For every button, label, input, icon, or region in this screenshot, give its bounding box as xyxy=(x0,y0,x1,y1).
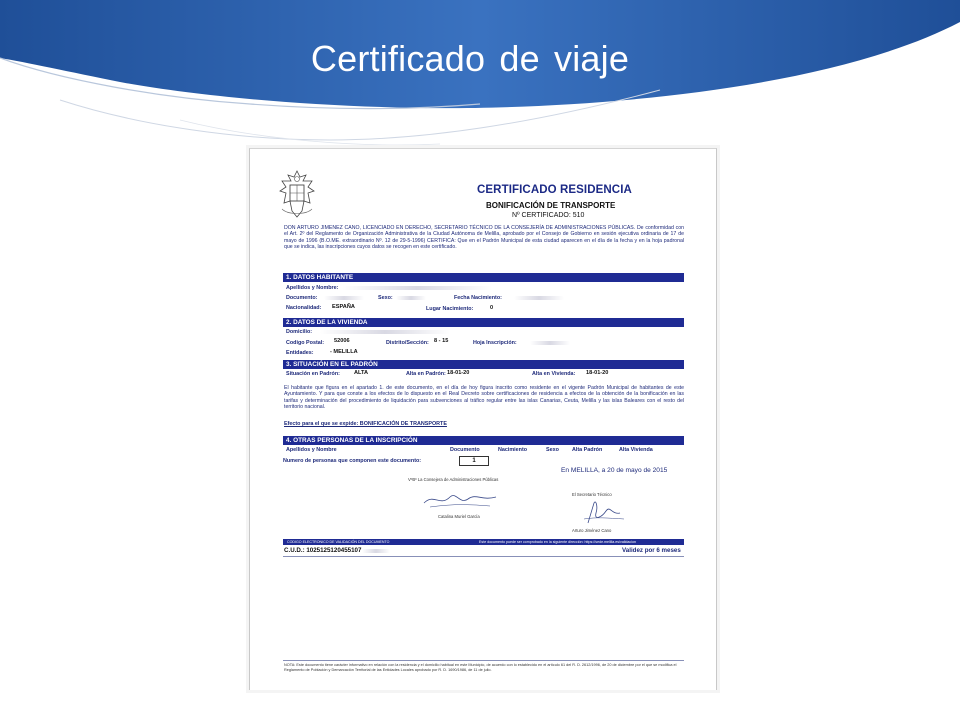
alta-vivienda-label: Alta en Vivienda: xyxy=(532,371,576,377)
situacion-label: Situación en Padrón: xyxy=(286,371,340,377)
fecha-nacimiento-label: Fecha Nacimiento: xyxy=(454,295,502,301)
column-apellidos: Apellidos y Nombre xyxy=(286,447,337,453)
sexo-label: Sexo: xyxy=(378,295,393,301)
certificate-document xyxy=(249,148,717,690)
column-alta-vivienda: Alta Vivienda xyxy=(619,447,653,453)
situacion-value: ALTA xyxy=(354,370,369,376)
validation-bar xyxy=(283,539,684,545)
certificate-number: Nº CERTIFICADO: 510 xyxy=(512,212,585,219)
title-banner xyxy=(0,0,960,160)
alta-padron-value: 18-01-20 xyxy=(447,370,470,376)
section-1-heading: 1. DATOS HABITANTE xyxy=(283,273,684,282)
redacted-birthdate xyxy=(514,296,564,300)
certificate-title: CERTIFICADO RESIDENCIA xyxy=(477,184,632,196)
intro-paragraph: DON ARTURO JIMENEZ CANO, LICENCIADO EN DERECHO, SECRETARIO TÉCNICO DE LA CONSEJERÍA DE ADMINISTRACIONES PÚBLICAS. De conformidad con el Art. 2º del Reglamento de Organización Administrativa de la Ciudad Autónoma de Melilla, aprobado por el Consejo de Gobierno en sesión ejecutiva ordinaria de 17 de mayo de 1996 (B.O.ME. extraordinario Nº. 12 de 29-5-1996) CERTIFICA: Que en el Padrón Municipal de esta ciudad aparecen en el día de la fecha y en la hoja padronal que se indica, las inscripciones cuyos datos se recogen en este certificado. xyxy=(284,225,684,251)
left-signature-icon xyxy=(420,487,500,511)
entidades-value: - MELILLA xyxy=(330,349,358,355)
distrito-value: 8 - 15 xyxy=(434,338,449,344)
section-3-heading: 3. SITUACIÓN EN EL PADRÓN xyxy=(283,360,684,369)
section-4-heading: 4. OTRAS PERSONAS DE LA INSCRIPCIÓN xyxy=(283,436,684,445)
redacted-document xyxy=(324,296,364,300)
right-signatory-title: El Secretario Técnico xyxy=(572,492,612,497)
coat-of-arms-icon xyxy=(276,169,318,221)
validation-divider xyxy=(283,556,684,557)
column-sexo: Sexo xyxy=(546,447,559,453)
redacted-sex xyxy=(396,296,426,300)
validation-left-text: CODIGO ELECTRONICO DE VALIDACIÓN DEL DOCUMENTO xyxy=(287,540,390,544)
lugar-nacimiento-value: 0 xyxy=(490,305,494,311)
apellidos-label: Apellidos y Nombre: xyxy=(286,285,339,291)
note-divider xyxy=(283,660,684,661)
column-nacimiento: Nacimiento xyxy=(498,447,528,453)
hoja-inscripcion-label: Hoja Inscripción: xyxy=(473,340,517,346)
left-signatory-name: Catalina Muriel García xyxy=(438,514,480,519)
documento-label: Documento: xyxy=(286,295,318,301)
cud-code: C.U.D.: 1025125120455107 xyxy=(284,547,362,554)
certification-paragraph: El habitante que figura en el apartado 1. de este documento, en el día de hoy figura inscrito como residente en el vigente Padrón Municipal de habitantes de este Ayuntamiento. Y para que conste a los efectos de lo dispuesto en el Real Decreto sobre certificaciones de residencia a efectos de la obtención de la bonificación en las tarifas y determinación del procedimiento de liquidación para subvenciones al tráfico regular entre las islas Canarias, Ceuta, Melilla y las islas Baleares con el resto del territorio nacional. xyxy=(284,385,684,411)
redacted-cud-tail xyxy=(362,549,390,553)
entidades-label: Entidades: xyxy=(286,350,314,356)
codigo-postal-label: Codigo Postal: xyxy=(286,340,325,346)
nacionalidad-value: ESPAÑA xyxy=(332,304,355,310)
redacted-address xyxy=(320,330,450,334)
certificate-subtitle: BONIFICACIÓN DE TRANSPORTE xyxy=(486,201,616,210)
validity-text: Validez por 6 meses xyxy=(622,547,681,554)
date-line: En MELILLA, a 20 de mayo de 2015 xyxy=(561,467,668,474)
footer-note: NOTA: Este documento tiene carácter informativo en relación con la residencia y el domicilio habitual en este Municipio, de acuerdo con lo establecido en el artículo 61 del R. D. 2612/1996, de 20 de diciembre por el que se modifica el Reglamento de Población y Demarcación Territorial de las Entidades Locales aprobado por R. D. 1690/1986, de 11 de julio. xyxy=(284,663,677,672)
purpose-line: Efecto para el que se expide: BONIFICACIÓN DE TRANSPORTE xyxy=(284,421,447,427)
persons-count-label: Numero de personas que componen este documento: xyxy=(283,458,422,464)
persons-count-value: 1 xyxy=(459,456,489,466)
vobo-label: VºBº La Consejera de Administraciones Públicas xyxy=(408,477,499,482)
codigo-postal-value: 52006 xyxy=(334,338,350,344)
right-signature-icon xyxy=(580,499,628,527)
alta-vivienda-value: 18-01-20 xyxy=(586,370,609,376)
alta-padron-label: Alta en Padrón: xyxy=(406,371,446,377)
distrito-label: Distrito/Sección: xyxy=(386,340,429,346)
lugar-nacimiento-label: Lugar Nacimiento: xyxy=(426,306,474,312)
column-documento: Documento xyxy=(450,447,480,453)
column-alta-padron: Alta Padrón xyxy=(572,447,603,453)
redacted-sheet xyxy=(530,341,570,345)
domicilio-label: Domicilio: xyxy=(286,329,313,335)
right-signatory-name: Arturo Jiménez Cano xyxy=(572,528,612,533)
section-2-heading: 2. DATOS DE LA VIVIENDA xyxy=(283,318,684,327)
slide-title: Certificado de viaje xyxy=(310,38,630,79)
validation-right-text: Este documento puede ser comprobado en la siguiente dirección: https://sede.melilla.es/validacion xyxy=(479,540,637,544)
redacted-name xyxy=(342,286,492,290)
nacionalidad-label: Nacionalidad: xyxy=(286,305,322,311)
